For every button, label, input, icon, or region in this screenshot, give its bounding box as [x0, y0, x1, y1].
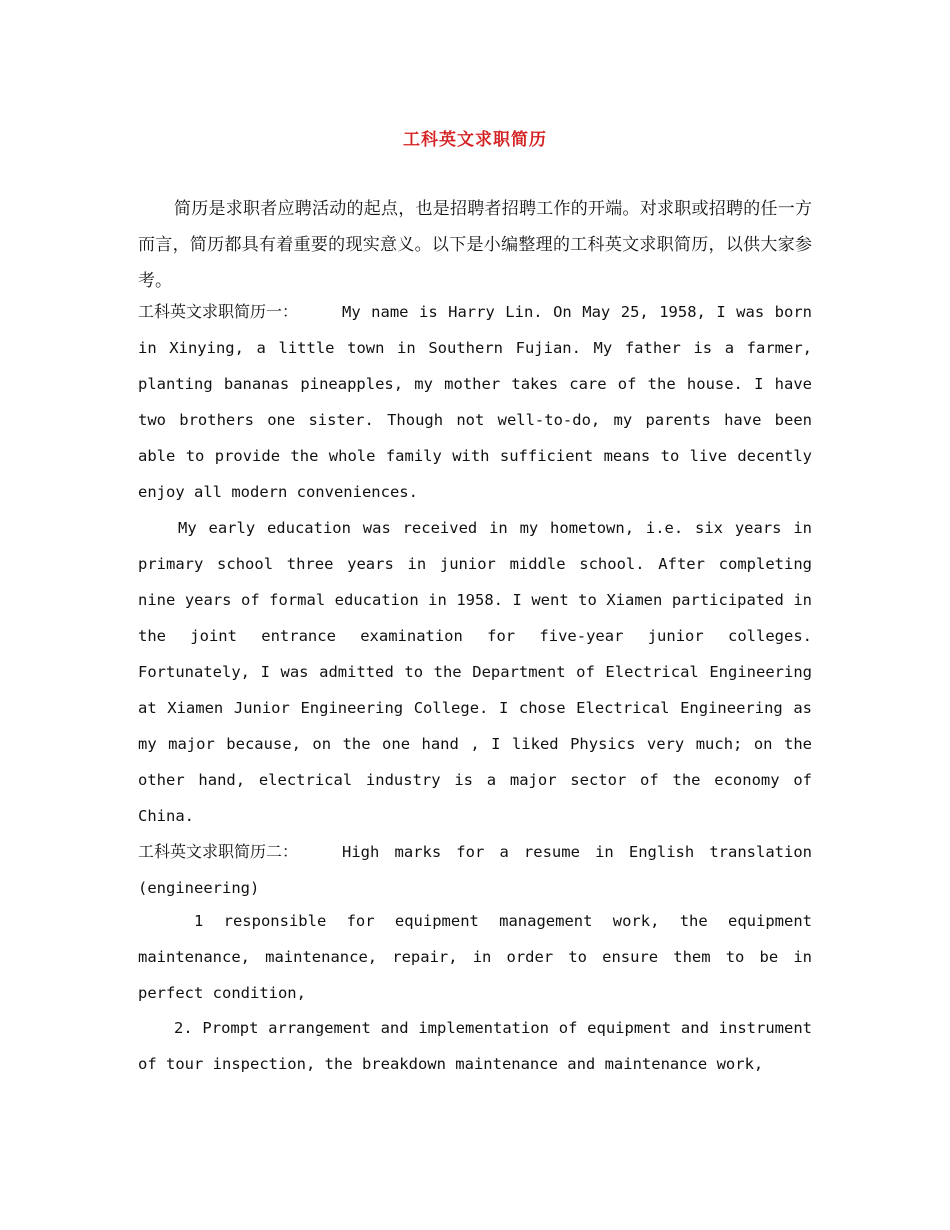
resume2-text-1: High marks for a resume in English translation (engineering) [138, 843, 812, 897]
resume1-paragraph-2: My early education was received in my hometown, i.e. six years in primary school three years in junior middle school. After completing nine years of formal education in 1958. I went to Xiamen participated in the joint entrance examination for five-year junior colleges. Fortunately, I was admitted to the Department of Electrical Engineering at Xiamen Junior Engineering College. I chose Electrical Engineering as my major because, on the one hand , I liked Physics very much; on the other hand, electrical industry is a major sector of the economy of China. [138, 519, 812, 825]
resume1-text-1: My name is Harry Lin. On May 25, 1958, I was born in Xinying, a little town in Southern Fujian. My father is a farmer, planting bananas pineapples, my mother takes care of the house. I have two brothers one sister. Though not well-to-do, my parents have been able to provide the whole family with sufficient means to live decently enjoy all modern conveniences. [138, 303, 812, 501]
resume1-heading: 工科英文求职简历一： [138, 302, 299, 321]
resume2-heading: 工科英文求职简历二： [138, 842, 299, 861]
resume2-paragraph-1 [138, 834, 812, 906]
resume2-item-1: 1 responsible for equipment management work, the equipment maintenance, maintenance, repair, in order to ensure them to be in perfect condition, [138, 912, 812, 1002]
document-title: 工科英文求职简历 [403, 130, 547, 150]
resume1-paragraph-1 [138, 294, 812, 510]
resume2-item-2: 2. Prompt arrangement and implementation of equipment and instrument of tour inspection, the breakdown maintenance and maintenance work, [138, 1019, 812, 1073]
intro-paragraph: 简历是求职者应聘活动的起点，也是招聘者招聘工作的开端。对求职或招聘的任一方而言，简历都具有着重要的现实意义。以下是小编整理的工科英文求职简历，以供大家参考。 [138, 199, 812, 291]
